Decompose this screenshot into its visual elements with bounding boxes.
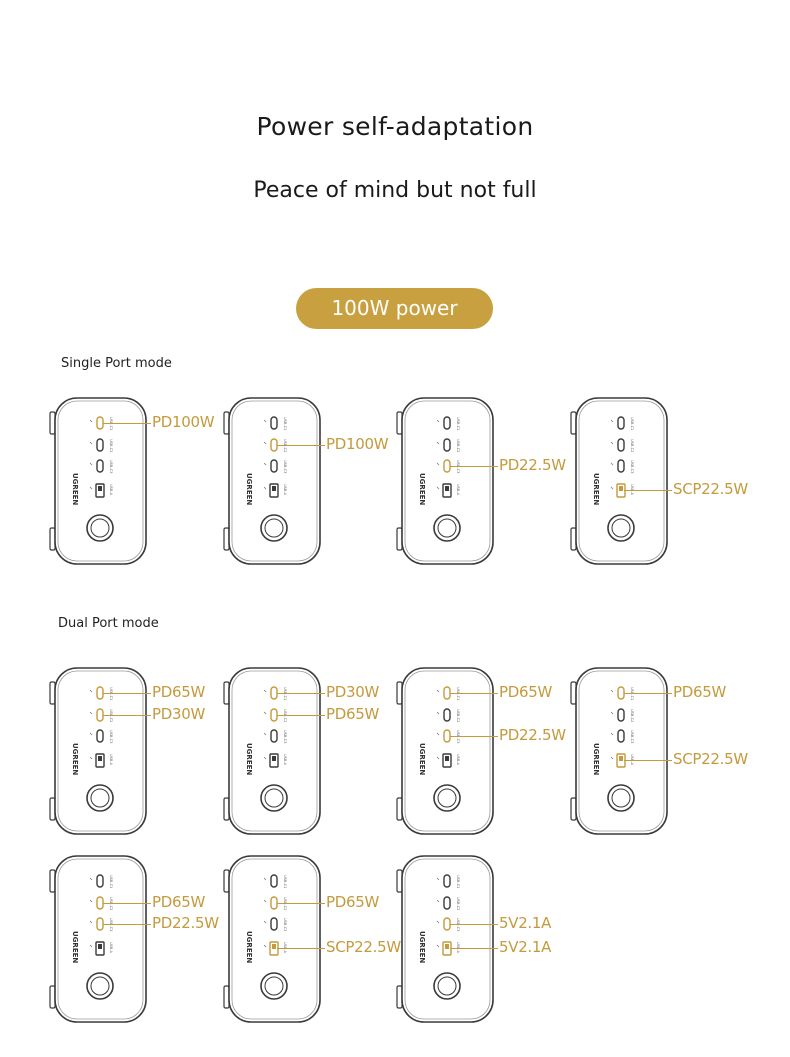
- port-power-label: 5V2.1A: [499, 914, 552, 932]
- callout-line: [103, 693, 151, 694]
- port-power-label: PD65W: [499, 683, 553, 701]
- dual-charger-2: [229, 668, 380, 838]
- charger-icon: [402, 398, 522, 568]
- charger-icon: [55, 856, 175, 1026]
- svg-text:USB-C3: USB-C3: [109, 730, 113, 744]
- charger-icon: [229, 398, 349, 568]
- dual-charger-7: [402, 856, 552, 1026]
- page-subtitle: Peace of mind but not full: [253, 178, 537, 203]
- svg-text:USB-C1: USB-C1: [456, 417, 460, 431]
- callout-line: [450, 693, 498, 694]
- dual-port-mode-label: Dual Port mode: [58, 616, 159, 631]
- svg-text:USB-A: USB-A: [283, 754, 287, 766]
- svg-text:USB-C3: USB-C3: [630, 730, 634, 744]
- svg-text:USB-C1: USB-C1: [109, 875, 113, 889]
- callout-line: [277, 715, 325, 716]
- svg-text:USB-C1: USB-C1: [630, 417, 634, 431]
- svg-text:USB-C2: USB-C2: [630, 709, 634, 723]
- port-power-label: PD100W: [326, 435, 389, 453]
- callout-line: [450, 924, 498, 925]
- port-power-label: SCP22.5W: [673, 480, 748, 498]
- port-power-label: SCP22.5W: [673, 750, 748, 768]
- dual-charger-5: [55, 856, 219, 1026]
- callout-line: [450, 466, 498, 467]
- svg-text:USB-C3: USB-C3: [109, 460, 113, 474]
- callout-line: [624, 693, 672, 694]
- callout-line: [450, 948, 498, 949]
- svg-text:UGREEN: UGREEN: [418, 743, 426, 776]
- svg-text:UGREEN: UGREEN: [418, 473, 426, 506]
- svg-text:USB-C3: USB-C3: [283, 918, 287, 932]
- dual-charger-1: [55, 668, 206, 838]
- page-title: Power self-adaptation: [256, 112, 534, 141]
- callout-line: [450, 736, 498, 737]
- svg-text:USB-C2: USB-C2: [456, 897, 460, 911]
- svg-text:USB-C3: USB-C3: [283, 460, 287, 474]
- svg-text:UGREEN: UGREEN: [245, 743, 253, 776]
- svg-text:USB-A: USB-A: [283, 484, 287, 496]
- port-power-label: SCP22.5W: [326, 938, 401, 956]
- dual-charger-6: [229, 856, 401, 1026]
- dual-charger-4: [576, 668, 748, 838]
- callout-line: [103, 924, 151, 925]
- svg-text:UGREEN: UGREEN: [71, 743, 79, 776]
- svg-text:USB-C1: USB-C1: [283, 417, 287, 431]
- svg-text:USB-A: USB-A: [109, 484, 113, 496]
- svg-text:UGREEN: UGREEN: [592, 473, 600, 506]
- callout-line: [103, 903, 151, 904]
- port-power-label: PD100W: [152, 413, 215, 431]
- port-power-label: PD65W: [326, 705, 380, 723]
- svg-text:USB-C1: USB-C1: [456, 875, 460, 889]
- svg-text:USB-C3: USB-C3: [630, 460, 634, 474]
- svg-text:USB-C1: USB-C1: [283, 875, 287, 889]
- callout-line: [277, 903, 325, 904]
- svg-text:USB-C3: USB-C3: [283, 730, 287, 744]
- port-power-label: PD30W: [326, 683, 380, 701]
- svg-text:USB-A: USB-A: [109, 942, 113, 954]
- callout-line: [277, 948, 325, 949]
- port-power-label: PD22.5W: [152, 914, 219, 932]
- port-power-label: PD22.5W: [499, 726, 566, 744]
- callout-line: [103, 423, 151, 424]
- single-charger-3: [402, 398, 566, 568]
- power-badge: 100W power: [296, 288, 493, 329]
- svg-text:USB-C2: USB-C2: [456, 709, 460, 723]
- port-power-label: PD65W: [152, 683, 206, 701]
- svg-text:UGREEN: UGREEN: [71, 931, 79, 964]
- callout-line: [624, 490, 672, 491]
- svg-text:UGREEN: UGREEN: [592, 743, 600, 776]
- port-power-label: PD30W: [152, 705, 206, 723]
- svg-text:USB-A: USB-A: [109, 754, 113, 766]
- port-power-label: 5V2.1A: [499, 938, 552, 956]
- port-power-label: PD22.5W: [499, 456, 566, 474]
- port-power-label: PD65W: [152, 893, 206, 911]
- svg-text:UGREEN: UGREEN: [245, 931, 253, 964]
- svg-text:USB-C2: USB-C2: [630, 439, 634, 453]
- single-port-mode-label: Single Port mode: [61, 356, 172, 371]
- callout-line: [103, 715, 151, 716]
- svg-text:USB-A: USB-A: [456, 484, 460, 496]
- svg-text:UGREEN: UGREEN: [418, 931, 426, 964]
- callout-line: [624, 760, 672, 761]
- port-power-label: PD65W: [326, 893, 380, 911]
- svg-text:USB-A: USB-A: [456, 754, 460, 766]
- callout-line: [277, 445, 325, 446]
- svg-text:UGREEN: UGREEN: [245, 473, 253, 506]
- callout-line: [277, 693, 325, 694]
- single-charger-4: [576, 398, 748, 568]
- svg-text:UGREEN: UGREEN: [71, 473, 79, 506]
- svg-text:USB-C2: USB-C2: [456, 439, 460, 453]
- svg-text:USB-C2: USB-C2: [109, 439, 113, 453]
- port-power-label: PD65W: [673, 683, 727, 701]
- single-charger-2: [229, 398, 389, 568]
- single-charger-1: [55, 398, 215, 568]
- dual-charger-3: [402, 668, 566, 838]
